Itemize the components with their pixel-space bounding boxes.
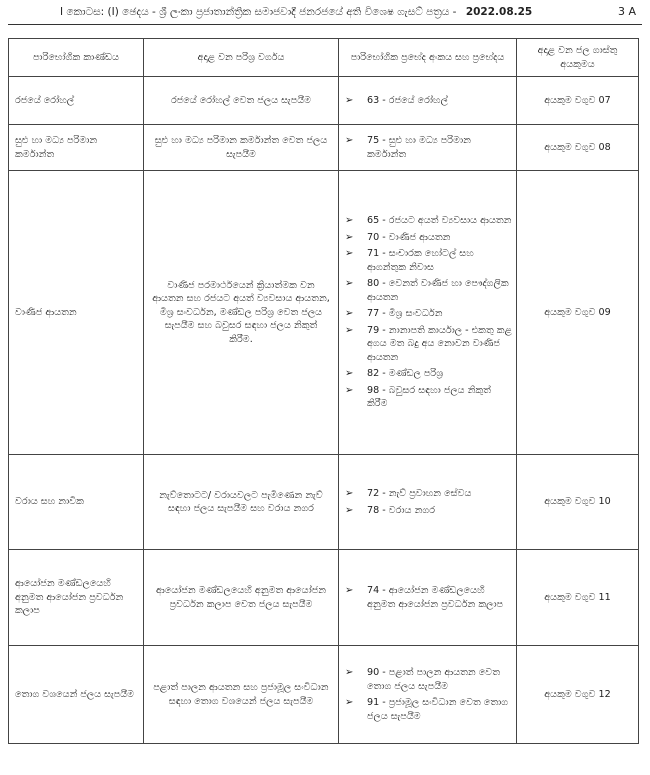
category-text: 91 - ප්‍රජාමූල සංවිධාන වෙත තොග ජලය සැපයීම bbox=[367, 697, 509, 722]
description-cell: නැව්තොටට/ වරායවලට පැමිණෙන නැව් සඳහා ජලය සැපයීම සහ වරාය නගර bbox=[144, 455, 339, 550]
description-cell: වාණිජ පරමාර්ථයෙන් ක්‍රියාත්මක වන ආයතන සහ රජයට අයත් ව්‍යවසාය ආයතන, මිශ්‍ර සංවර්ධන, මණ්ඩල පරිශ්‍ර වෙත ජලය සැපයීම සහ බවුසර සඳහා ජලය නිකුත් කිරීම. bbox=[144, 171, 339, 455]
category-text: 78 - වරාය නගර bbox=[367, 504, 436, 516]
category-name: සුළු හා මධ්‍ය පරිමාන කර්මාන්ත bbox=[367, 135, 471, 160]
arrow-bullet-icon: ➢ bbox=[345, 585, 354, 596]
sector-cell: ආයෝජන මණ්ඩලයෙහි අනුමත ආයෝජන ප්‍රවර්ධන කලාප bbox=[9, 550, 144, 646]
category-item bbox=[345, 384, 512, 411]
sector-cell: රජයේ රෝහල් bbox=[9, 77, 144, 125]
page-number: 3 A bbox=[617, 5, 636, 18]
category-item bbox=[345, 94, 512, 108]
category-item bbox=[345, 277, 512, 304]
category-name: පළාත් පාලන ආයතන වෙත තොග ජලය සැපයීම bbox=[367, 667, 500, 692]
category-code: 71 bbox=[367, 248, 380, 260]
col-header-categories: පාරිභෝගික ප්‍රභේද අංකය සහ ප්‍රභේදය bbox=[339, 39, 517, 77]
category-item bbox=[345, 307, 512, 321]
table-row bbox=[9, 646, 639, 744]
table-row bbox=[9, 550, 639, 646]
category-item bbox=[345, 504, 512, 518]
category-code: 70 bbox=[367, 231, 380, 243]
categories-cell bbox=[339, 171, 517, 455]
category-item bbox=[345, 247, 512, 274]
arrow-bullet-icon: ➢ bbox=[345, 504, 354, 516]
category-item bbox=[345, 367, 512, 381]
tariff-cell: අයකුම වගුව 07 bbox=[517, 77, 639, 125]
category-code: 91 bbox=[367, 697, 380, 708]
col-header-sector: පාරිභෝගික කාණ්ඩය bbox=[9, 39, 144, 77]
col-header-description: අදාළ වන පරිශ්‍ර වර්ගය bbox=[144, 39, 339, 77]
category-text: 75 - සුළු හා මධ්‍ය පරිමාන කර්මාන්ත bbox=[367, 135, 471, 160]
tariff-cell: අයකුම වගුව 09 bbox=[517, 171, 639, 455]
categories-cell bbox=[339, 77, 517, 125]
category-text: 65 - රජයට අයත් ව්‍යවසාය ආයතන bbox=[367, 215, 512, 227]
arrow-bullet-icon: ➢ bbox=[345, 324, 354, 336]
gazette-header-line bbox=[60, 6, 532, 19]
category-code: 75 bbox=[367, 135, 380, 146]
category-name: නානාපති කාර්යාල - එකතු කළ අගය මත බදු අය නොවන වාණිජ ආයතන bbox=[367, 324, 512, 363]
categories-cell bbox=[339, 646, 517, 744]
category-text: 80 - වෙනත් වාණිජ හා පෞද්ගලික ආයතන bbox=[367, 278, 509, 303]
category-code: 80 bbox=[367, 278, 380, 290]
category-name: වරාය නගර bbox=[388, 504, 436, 516]
category-text: 98 - බවුසර සඳහා ජලය නිකුත් කිරීම bbox=[367, 384, 491, 410]
table-row bbox=[9, 77, 639, 125]
category-code: 90 bbox=[367, 667, 380, 678]
category-name: ප්‍රජාමූල සංවිධාන වෙත තොග ජලය සැපයීම bbox=[367, 697, 509, 722]
description-cell: සුළු හා මධ්‍ය පරිමාන කර්මාන්ත වෙත ජලය සැපයීම bbox=[144, 125, 339, 171]
category-text: 90 - පළාත් පාලන ආයතන වෙත තොග ජලය සැපයීම bbox=[367, 667, 500, 692]
category-code: 98 bbox=[367, 384, 380, 396]
category-code: 78 bbox=[367, 504, 380, 516]
header-rule bbox=[8, 24, 642, 25]
arrow-bullet-icon: ➢ bbox=[345, 697, 354, 708]
categories-cell bbox=[339, 550, 517, 646]
category-code: 77 bbox=[367, 308, 380, 320]
table-header-row bbox=[9, 39, 639, 77]
category-code: 79 bbox=[367, 324, 380, 336]
category-name: රජයට අයත් ව්‍යවසාය ආයතන bbox=[388, 215, 512, 227]
category-name: සංචාරක හෝටල් සහ ආගන්තුක නිවාස bbox=[367, 248, 474, 273]
tariff-cell: අයකුම වගුව 11 bbox=[517, 550, 639, 646]
arrow-bullet-icon: ➢ bbox=[345, 215, 354, 227]
sector-cell: තොග වශයෙන් ජලය සැපයීම bbox=[9, 646, 144, 744]
tariff-cell: අයකුම වගුව 12 bbox=[517, 646, 639, 744]
sector-cell: වාණිජ ආයතන bbox=[9, 171, 144, 455]
arrow-bullet-icon: ➢ bbox=[345, 278, 354, 290]
gazette-date: 2022.08.25 bbox=[465, 6, 533, 18]
arrow-bullet-icon: ➢ bbox=[345, 488, 354, 499]
category-item bbox=[345, 231, 512, 245]
categories-cell bbox=[339, 125, 517, 171]
col-header-tariff: අදාළ වන ජල ගාස්තු අයකුමය bbox=[517, 39, 639, 77]
category-code: 65 bbox=[367, 215, 380, 227]
table-row bbox=[9, 125, 639, 171]
category-text: 72 - නැව් ප්‍රවාහන සේවය bbox=[367, 488, 472, 499]
category-text: 77 - මිශ්‍ර සංවර්ධන bbox=[367, 308, 443, 320]
category-name: රජයේ රෝහල් bbox=[388, 94, 448, 106]
arrow-bullet-icon: ➢ bbox=[345, 135, 354, 146]
category-code: 63 bbox=[367, 94, 380, 106]
category-name: ආයෝජන මණ්ඩලයෙහි අනුමත ආයෝජන ප්‍රවර්ධන කලාප bbox=[367, 585, 504, 610]
arrow-bullet-icon: ➢ bbox=[345, 308, 354, 320]
category-text: 74 - ආයෝජන මණ්ඩලයෙහි අනුමත ආයෝජන ප්‍රවර්ධන කලාප bbox=[367, 585, 504, 610]
arrow-bullet-icon: ➢ bbox=[345, 667, 354, 678]
category-code: 72 bbox=[367, 488, 380, 499]
category-text: 71 - සංචාරක හෝටල් සහ ආගන්තුක නිවාස bbox=[367, 248, 474, 273]
category-text: 82 - මණ්ඩල පරිශ්‍ර bbox=[367, 368, 444, 380]
sector-cell: වරාය සහ නාවික bbox=[9, 455, 144, 550]
category-item bbox=[345, 696, 512, 723]
description-cell: රජයේ රෝහල් වෙත ජලය සැපයීම bbox=[144, 77, 339, 125]
description-cell: ආයෝජන මණ්ඩලයෙහි අනුමත ආයෝජන ප්‍රවර්ධන කලාප වෙත ජලය සැපයීම bbox=[144, 550, 339, 646]
table-row bbox=[9, 455, 639, 550]
category-name: වෙනත් වාණිජ හා පෞද්ගලික ආයතන bbox=[367, 278, 509, 303]
category-code: 82 bbox=[367, 368, 380, 380]
category-text: 70 - වාණිජ ආයතන bbox=[367, 231, 451, 243]
description-cell: පළාත් පාලන ආයතන සහ ප්‍රජාමූල සංවිධාන සඳහා තොග වශයෙන් ජලය සැපයීම bbox=[144, 646, 339, 744]
categories-cell bbox=[339, 455, 517, 550]
category-item bbox=[345, 487, 512, 501]
category-name: වාණිජ ආයතන bbox=[388, 231, 451, 243]
arrow-bullet-icon: ➢ bbox=[345, 94, 354, 106]
gazette-title: I කොටස: (I) ඡෙදය - ශ්‍රී ලංකා ප්‍රජාතාන්ත්‍රික සමාජවාදී ජනරජයේ අති විශෙෂ ගැසට් පත්‍රය - bbox=[60, 6, 457, 18]
category-text: 79 - නානාපති කාර්යාල - එකතු කළ අගය මත බදු අය නොවන වාණිජ ආයතන bbox=[367, 324, 512, 363]
tariff-cell: අයකුම වගුව 08 bbox=[517, 125, 639, 171]
tariff-cell: අයකුම වගුව 10 bbox=[517, 455, 639, 550]
category-item bbox=[345, 214, 512, 228]
arrow-bullet-icon: ➢ bbox=[345, 248, 354, 260]
category-item bbox=[345, 666, 512, 693]
table-row bbox=[9, 171, 639, 455]
category-name: මිශ්‍ර සංවර්ධන bbox=[388, 308, 443, 320]
category-item bbox=[345, 134, 512, 161]
sector-cell: සුළු හා මධ්‍ය පරිමාන කර්මාන්ත bbox=[9, 125, 144, 171]
arrow-bullet-icon: ➢ bbox=[345, 231, 354, 243]
category-item bbox=[345, 584, 512, 611]
category-item bbox=[345, 324, 512, 365]
category-code: 74 bbox=[367, 585, 380, 596]
category-name: මණ්ඩල පරිශ්‍ර bbox=[388, 368, 444, 380]
arrow-bullet-icon: ➢ bbox=[345, 368, 354, 380]
tariff-table bbox=[8, 38, 639, 744]
category-name: බවුසර සඳහා ජලය නිකුත් කිරීම bbox=[367, 384, 491, 410]
arrow-bullet-icon: ➢ bbox=[345, 384, 354, 396]
page-header bbox=[0, 0, 650, 26]
category-name: නැව් ප්‍රවාහන සේවය bbox=[388, 488, 472, 499]
category-text: 63 - රජයේ රෝහල් bbox=[367, 94, 448, 106]
